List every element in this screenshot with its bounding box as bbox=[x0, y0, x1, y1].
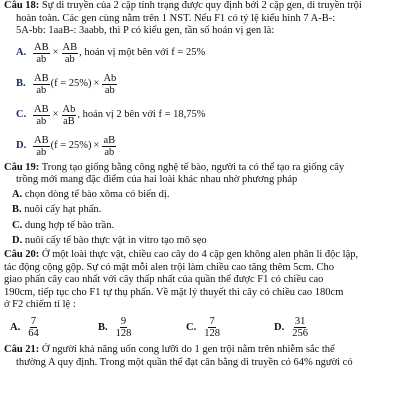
answer-option-d[interactable] bbox=[4, 131, 396, 162]
answer-option-d[interactable]: D. $\frac{31}{256}$ bbox=[274, 316, 308, 340]
question-text-line: ở F2 chiếm tỉ lệ : bbox=[4, 299, 76, 311]
question-20 bbox=[4, 249, 396, 344]
times-sign: × bbox=[93, 77, 100, 89]
question-text-line: Ở một loài thực vật, chiều cao cây do 4 cặp gen không alen phân li độc lập, bbox=[41, 248, 359, 260]
option-label: D. bbox=[16, 139, 27, 151]
question-text-line: thường A quy định. Trong một quần thể đạt cân bằng di truyền có 64% người có bbox=[16, 356, 353, 368]
answer-option-b[interactable]: B. nuôi cấy hạt phấn. bbox=[12, 204, 102, 216]
answer-option-b[interactable]: B. $\frac{9}{128}$ bbox=[98, 316, 132, 340]
question-18 bbox=[4, 0, 396, 162]
answer-option-c[interactable] bbox=[4, 100, 396, 131]
frequency-note: (f = 25%) bbox=[50, 77, 92, 89]
answer-option-c[interactable]: C. dung hợp tế bào trần. bbox=[12, 219, 115, 231]
option-label: A. bbox=[16, 46, 27, 58]
genotype-fraction: $\frac{aB}{ab}$ bbox=[103, 134, 116, 158]
question-text-line: hoàn toàn. Các gen cùng nằm trên 1 NST. Nếu F1 có tỷ lệ kiểu hình 7 A-B-: bbox=[16, 12, 336, 24]
question-number: Câu 19: bbox=[4, 161, 40, 173]
times-sign: × bbox=[52, 108, 59, 120]
answer-fraction: $\frac{31}{256}$ bbox=[292, 316, 308, 340]
answer-option-d[interactable]: D. nuôi cấy tế bào thực vật in vitro tạo mô sẹo bbox=[12, 235, 207, 247]
frequency-note: (f = 25%) bbox=[50, 139, 92, 151]
question-number: Câu 20: bbox=[4, 248, 40, 260]
question-text-line: 190cm, tiếp tục cho F1 tự thụ phấn. Về mặt lý thuyết thì cây có chiều cao 180cm bbox=[4, 286, 344, 298]
genotype-fraction: $\frac{AB}{ab}$ bbox=[34, 103, 49, 127]
genotype-fraction: $\frac{AB}{ab}$ bbox=[62, 41, 78, 65]
question-text-line: Ở người khả năng uốn cong lưỡi do 1 gen trội nằm trên nhiễm sắc thể bbox=[41, 343, 335, 355]
question-text-line: Sự di truyền của 2 cặp tính trạng được quy định bởi 2 cặp gen, di truyền trội bbox=[41, 0, 362, 11]
genotype-fraction: $\frac{AB}{ab}$ bbox=[34, 134, 49, 158]
option-text: , hoán vị một bên với f = 25% bbox=[79, 46, 206, 58]
genotype-fraction: $\frac{AB}{ab}$ bbox=[34, 72, 49, 96]
question-number: Câu 21: bbox=[4, 343, 40, 355]
question-text-line: tác động cộng gộp. Sự có mặt mỗi alen trội làm chiều cao tăng thêm 5cm. Cho bbox=[4, 261, 334, 273]
question-21 bbox=[4, 344, 396, 369]
question-text-line: trồng mới mang đặc điểm của hai loài khác nhau nhờ phương pháp bbox=[16, 174, 298, 186]
question-text-line: giao phấn cây cao nhất với cây thấp nhất của quần thể được F1 có chiều cao bbox=[4, 274, 324, 286]
answer-option-c[interactable]: C. $\frac{7}{128}$ bbox=[186, 316, 220, 340]
answer-fraction: $\frac{9}{128}$ bbox=[115, 316, 132, 340]
option-label: C. bbox=[16, 108, 27, 120]
answer-fraction: $\frac{7}{128}$ bbox=[204, 316, 220, 340]
answer-option-a[interactable]: A. $\frac{7}{64}$ bbox=[10, 316, 39, 340]
answer-options-row bbox=[4, 312, 396, 344]
option-text: , hoán vị 2 bên với f = 18,75% bbox=[77, 108, 206, 120]
question-number: Câu 18: bbox=[4, 0, 40, 11]
question-19 bbox=[4, 162, 396, 249]
genotype-fraction: $\frac{AB}{ab}$ bbox=[34, 41, 49, 65]
option-label: B. bbox=[16, 77, 26, 89]
question-text-line: 5A-bb: 1aaB-: 3aabb, thì P có kiểu gen, tần số hoán vị gen là: bbox=[16, 25, 275, 37]
times-sign: × bbox=[52, 46, 59, 58]
question-text-line: Trong tạo giống bằng công nghệ tế bào, người ta có thể tạo ra giống cây bbox=[41, 161, 345, 173]
answer-fraction: $\frac{7}{64}$ bbox=[28, 316, 39, 340]
genotype-fraction: $\frac{Ab}{aB}$ bbox=[62, 103, 76, 127]
answer-option-b[interactable] bbox=[4, 69, 396, 100]
genotype-fraction: $\frac{Ab}{ab}$ bbox=[103, 72, 117, 96]
answer-option-a[interactable] bbox=[4, 38, 396, 69]
times-sign: × bbox=[93, 139, 100, 151]
answer-option-a[interactable]: A. chọn dòng tế bào xôma có biến dị. bbox=[12, 188, 170, 200]
